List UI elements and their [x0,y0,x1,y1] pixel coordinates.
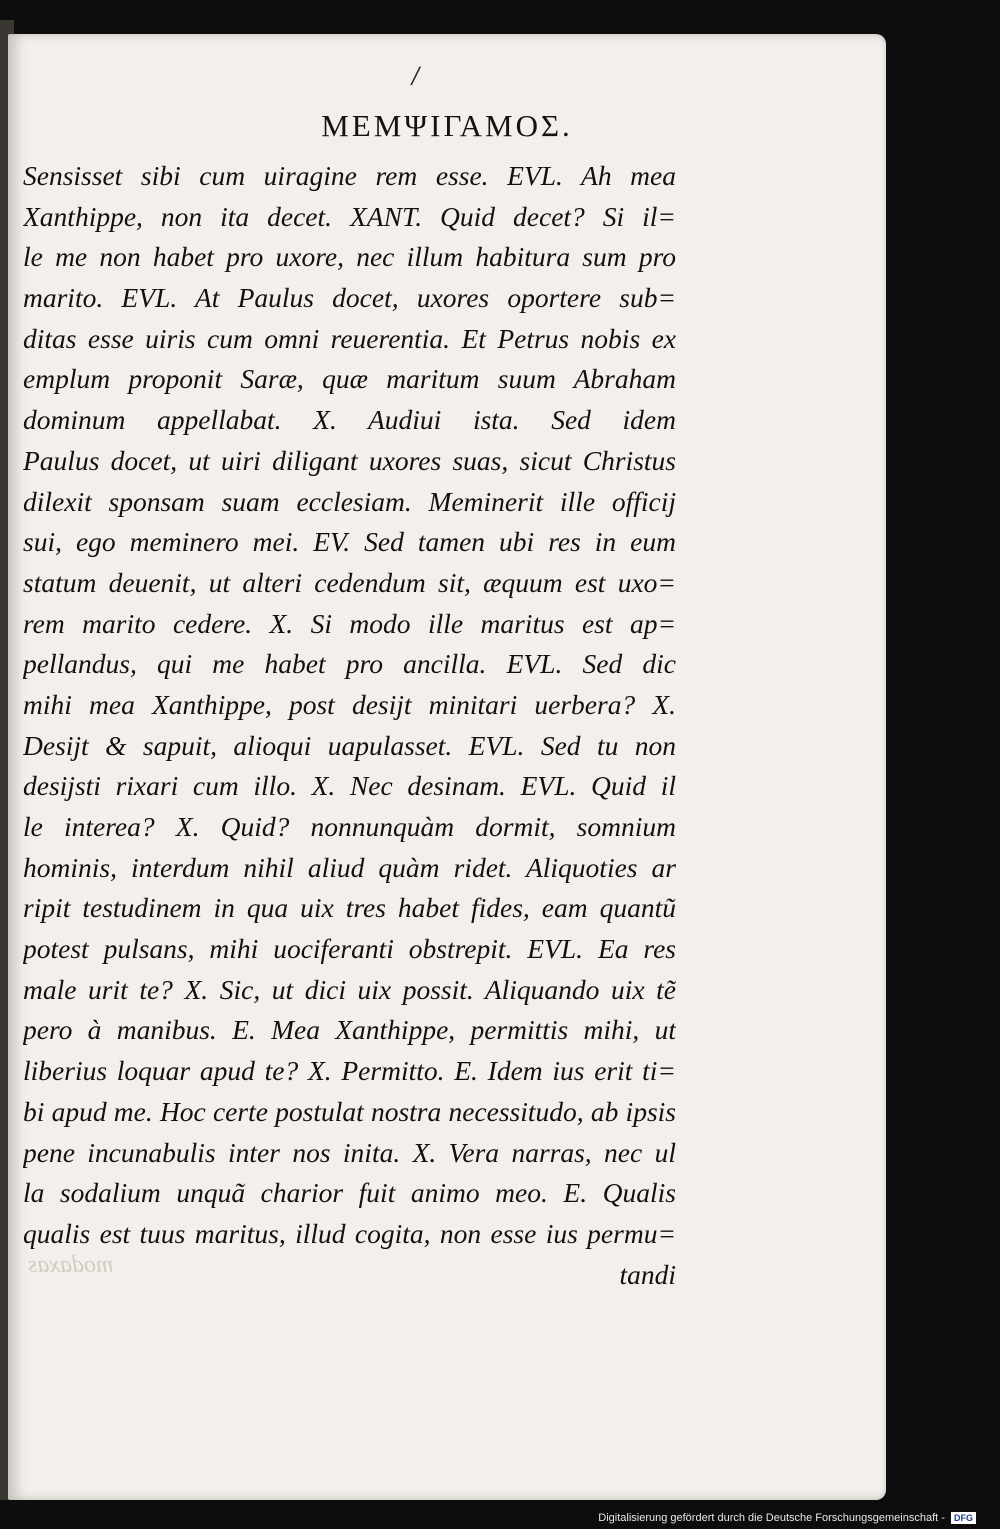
text-line: pene incunabulis inter nos inita. X. Vera narras, nec ul [23,1136,676,1168]
text-line: desijsti rixari cum illo. X. Nec desinam. EVL. Quid il [23,770,676,802]
text-block [23,156,676,1295]
text-line: liberius loquar apud te? X. Permitto. E. Idem ius erit ti= [23,1055,676,1087]
text-line: dominum appellabat. X. Audiui ista. Sed idem [23,404,676,436]
credit-text: Digitalisierung gefördert durch die Deutsche Forschungsgemeinschaft - [598,1512,945,1524]
page-mark: / [412,64,420,89]
text-line: statum deuenit, ut alteri cedendum sit, æquum est uxo= [23,566,676,598]
text-line: pero à manibus. E. Mea Xanthippe, permittis mihi, ut [23,1014,676,1046]
text-line: ditas esse uiris cum omni reuerentia. Et Petrus nobis ex [23,322,676,354]
text-line: mihi mea Xanthippe, post desijt minitari uerbera? X. [23,688,676,720]
book-page [8,34,886,1500]
text-line: le interea? X. Quid? nonnunquàm dormit, somnium [23,811,676,842]
text-line: potest pulsans, mihi uociferanti obstrepit. EVL. Ea res [23,933,676,965]
show-through-text: modaxas [28,1252,114,1278]
text-line: male urit te? X. Sic, ut dici uix possit. Aliquando uix tẽ [23,973,676,1005]
text-line: bi apud me. Hoc certe postulat nostra necessitudo, ab ipsis [23,1095,676,1127]
text-line: qualis est tuus maritus, illud cogita, non esse ius permu= [23,1217,676,1249]
text-line: hominis, interdum nihil aliud quàm ridet. Aliquoties ar [23,851,676,883]
catchword: tandi [619,1258,676,1290]
text-line: ripit testudinem in qua uix tres habet fides, eam quantũ [23,892,676,924]
text-line: la sodalium unquã charior fuit animo meo. E. Qualis [23,1177,676,1209]
text-line: Xanthippe, non ita decet. XANT. Quid decet? Si il= [23,200,676,232]
text-line: sui, ego meminero mei. EV. Sed tamen ubi res in eum [23,526,676,558]
text-line: le me non habet pro uxore, nec illum habitura sum pro [23,241,676,273]
text-line: rem marito cedere. X. Si modo ille maritus est ap= [23,607,676,639]
dfg-logo-icon: DFG [951,1512,976,1524]
text-line: Sensisset sibi cum uiragine rem esse. EVL. Ah mea [23,160,676,191]
text-line: dilexit sponsam suam ecclesiam. Meminerit ille officij [23,485,676,517]
text-line: emplum proponit Saræ, quæ maritum suum Abraham [23,363,676,395]
text-line: marito. EVL. At Paulus docet, uxores oportere sub= [23,282,676,314]
text-line: Paulus docet, ut uiri diligant uxores suas, sicut Christus [23,444,676,476]
digitization-credit [598,1512,976,1524]
text-line: Desijt & sapuit, alioqui uapulasset. EVL. Sed tu non [23,729,676,761]
text-line: pellandus, qui me habet pro ancilla. EVL. Sed dic [23,648,676,680]
running-head: ΜΕΜΨΙΓΑΜΟΣ. [321,108,573,143]
